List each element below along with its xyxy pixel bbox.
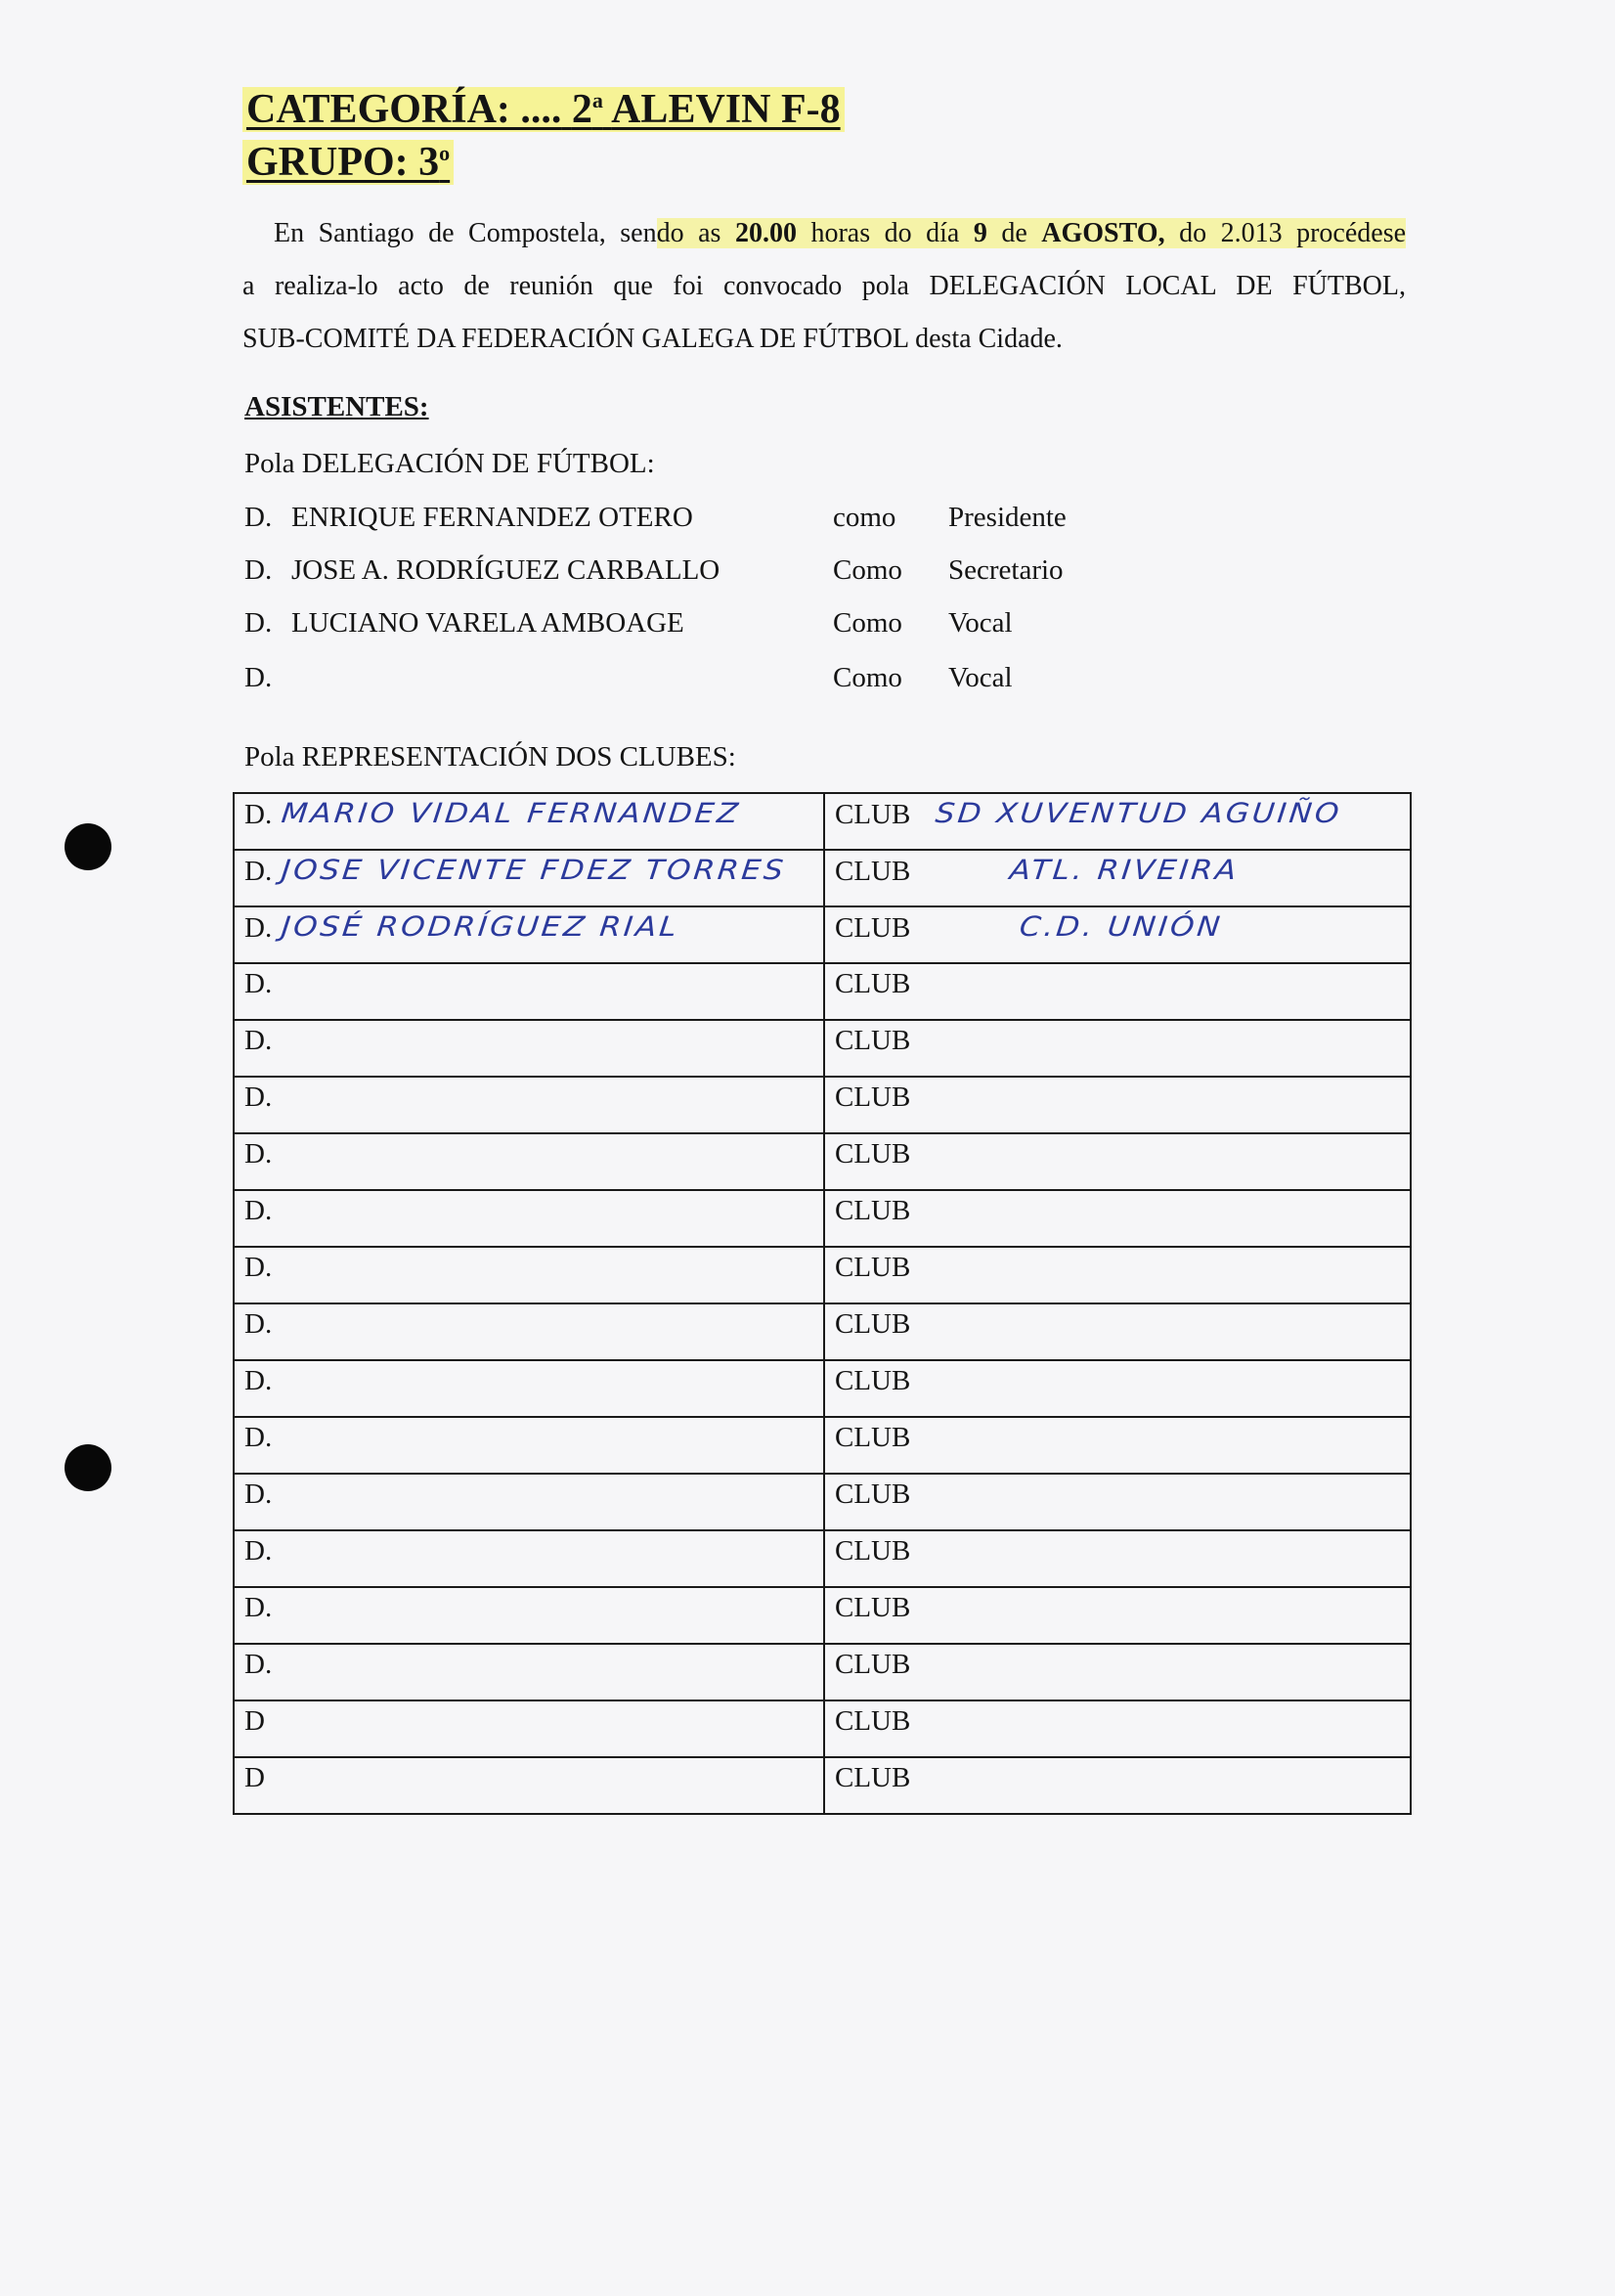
table-row [234,1417,1411,1474]
club-cell [824,1360,1411,1417]
handwritten-name: JOSÉ RODRÍGUEZ RIAL [280,910,681,944]
club-label: CLUB [835,1762,911,1793]
representative-cell [234,793,824,850]
prefix-label: D. [244,1422,273,1453]
prefix-label: D. [244,1479,273,1510]
handwritten-club: C.D. UNIÓN [1018,910,1225,944]
prefix-label: D. [244,856,273,887]
table-row [234,1644,1411,1700]
clubs-table [233,792,1412,1815]
table-row [234,793,1411,850]
club-cell [824,1133,1411,1190]
prefix-label: D [244,1705,265,1737]
club-label: CLUB [835,1308,911,1340]
handwritten-name: JOSE VICENTE FDEZ TORRES [280,854,788,887]
prefix-label: D. [244,1252,273,1283]
club-label: CLUB [835,1649,911,1680]
representative-cell [234,906,824,963]
representative-cell [234,1303,824,1360]
club-cell [824,1190,1411,1247]
club-cell [824,1417,1411,1474]
prefix-label: D [244,1762,265,1793]
representative-cell [234,963,824,1020]
table-row [234,1700,1411,1757]
representative-cell [234,1757,824,1814]
representative-cell [234,1077,824,1133]
club-label: CLUB [835,912,911,944]
club-label: CLUB [835,1138,911,1170]
club-cell [824,1530,1411,1587]
delegation-title: Pola DELEGACIÓN DE FÚTBOL: [244,448,655,479]
club-cell [824,793,1411,850]
representative-cell [234,1247,824,1303]
handwritten-club: ATL. RIVEIRA [1008,854,1242,887]
table-row [234,850,1411,906]
club-label: CLUB [835,1195,911,1226]
prefix-label: D. [244,1025,273,1056]
handwritten-club: SD XUVENTUD AGUIÑO [934,797,1344,830]
club-cell [824,1247,1411,1303]
representative-cell [234,1700,824,1757]
club-label: CLUB [835,1422,911,1453]
club-cell [824,1077,1411,1133]
club-cell [824,850,1411,906]
club-cell [824,963,1411,1020]
prefix-label: D. [244,799,273,830]
intro-paragraph: En Santiago de Compostela, sendo as 20.00 horas do día 9 de AGOSTO, do 2.013 procédese a realiza-lo acto de reunión que foi convocado pola DELEGACIÓN LOCAL DE FÚTBOL, SUB-COMITÉ DA FEDERACIÓN GALEGA DE FÚTBOL desta Cidade. [242,218,1407,354]
representative-cell [234,1360,824,1417]
table-row [234,1133,1411,1190]
club-label: CLUB [835,1592,911,1623]
club-cell [824,906,1411,963]
prefix-label: D. [244,1535,273,1567]
attendees-title: ASISTENTES: [244,391,429,422]
prefix-label: D. [244,1308,273,1340]
prefix-label: D. [244,1082,273,1113]
table-row [234,1077,1411,1133]
club-cell [824,1474,1411,1530]
club-label: CLUB [835,1705,911,1737]
representative-cell [234,1644,824,1700]
punch-hole [65,823,111,870]
prefix-label: D. [244,912,273,944]
club-label: CLUB [835,968,911,999]
prefix-label: D. [244,1592,273,1623]
representative-cell [234,1417,824,1474]
representative-cell [234,1190,824,1247]
club-label: CLUB [835,1082,911,1113]
table-row [234,1757,1411,1814]
prefix-label: D. [244,968,273,999]
club-label: CLUB [835,1252,911,1283]
club-label: CLUB [835,1479,911,1510]
table-row [234,1190,1411,1247]
table-row [234,1247,1411,1303]
club-cell [824,1700,1411,1757]
table-row [234,1303,1411,1360]
prefix-label: D. [244,1365,273,1396]
prefix-label: D. [244,1195,273,1226]
representative-cell [234,1020,824,1077]
representative-cell [234,1530,824,1587]
club-label: CLUB [835,799,911,830]
table-row [234,1360,1411,1417]
clubs-title: Pola REPRESENTACIÓN DOS CLUBES: [244,741,736,773]
document-page: CATEGORÍA: .... 2$^a$ ALEVIN F-8 GRUPO: 3$^o$ En Santiago de Compostela, sendo as 20.00 horas do día 9 de AGOSTO, do 2.013 procédese a realiza-lo acto de reunión que foi convocado pola DELEGACIÓN LOCAL DE FÚTBOL, SUB-COMITÉ DA FEDERACIÓN GALEGA DE FÚTBOL desta Cidade. ASISTENTES: Pola DELEGACIÓN DE FÚTBOL: D. ENRIQUE FERNANDEZ OTERO como Presidente D. JOSE A. RODRÍGUEZ CARBALLO Como Secretario D. LUCIANO VARELA AMBOAGE Como Vocal D. Como Vocal Pola REPRESENTACIÓN DOS CLUBES: D. MARIO VIDAL FERNANDEZ CLUB SD XUVENTUD AGUIÑO D. JOSE VICENTE FDEZ TORRES CLUB ATL. RIVEIRA D. JOSÉ RODRÍGUEZ RIAL CLUB C.D. UNIÓN D. CLUB D. CLUB D. CLUB D. CLUB D. CLUB D. CLUB D. CLUB D. CLUB D. CLUB D. CLUB D. CLUB D. CLUB D. CLUB D CLUB D CLUB [0,0,1615,2296]
prefix-label: D. [244,1649,273,1680]
prefix-label: D. [244,1138,273,1170]
club-cell [824,1020,1411,1077]
table-row [234,1474,1411,1530]
table-row [234,963,1411,1020]
club-label: CLUB [835,856,911,887]
club-label: CLUB [835,1535,911,1567]
grupo-heading: GRUPO: 3$^o$ [242,139,454,186]
club-cell [824,1644,1411,1700]
club-cell [824,1303,1411,1360]
club-cell [824,1757,1411,1814]
handwritten-name: MARIO VIDAL FERNANDEZ [280,797,743,830]
table-row [234,1587,1411,1644]
table-row [234,1020,1411,1077]
club-label: CLUB [835,1025,911,1056]
representative-cell [234,1474,824,1530]
representative-cell [234,850,824,906]
club-cell [824,1587,1411,1644]
table-row [234,906,1411,963]
representative-cell [234,1587,824,1644]
punch-hole [65,1444,111,1491]
representative-cell [234,1133,824,1190]
table-row [234,1530,1411,1587]
club-label: CLUB [835,1365,911,1396]
categoria-heading: CATEGORÍA: .... 2$^a$ ALEVIN F-8 [242,86,845,133]
